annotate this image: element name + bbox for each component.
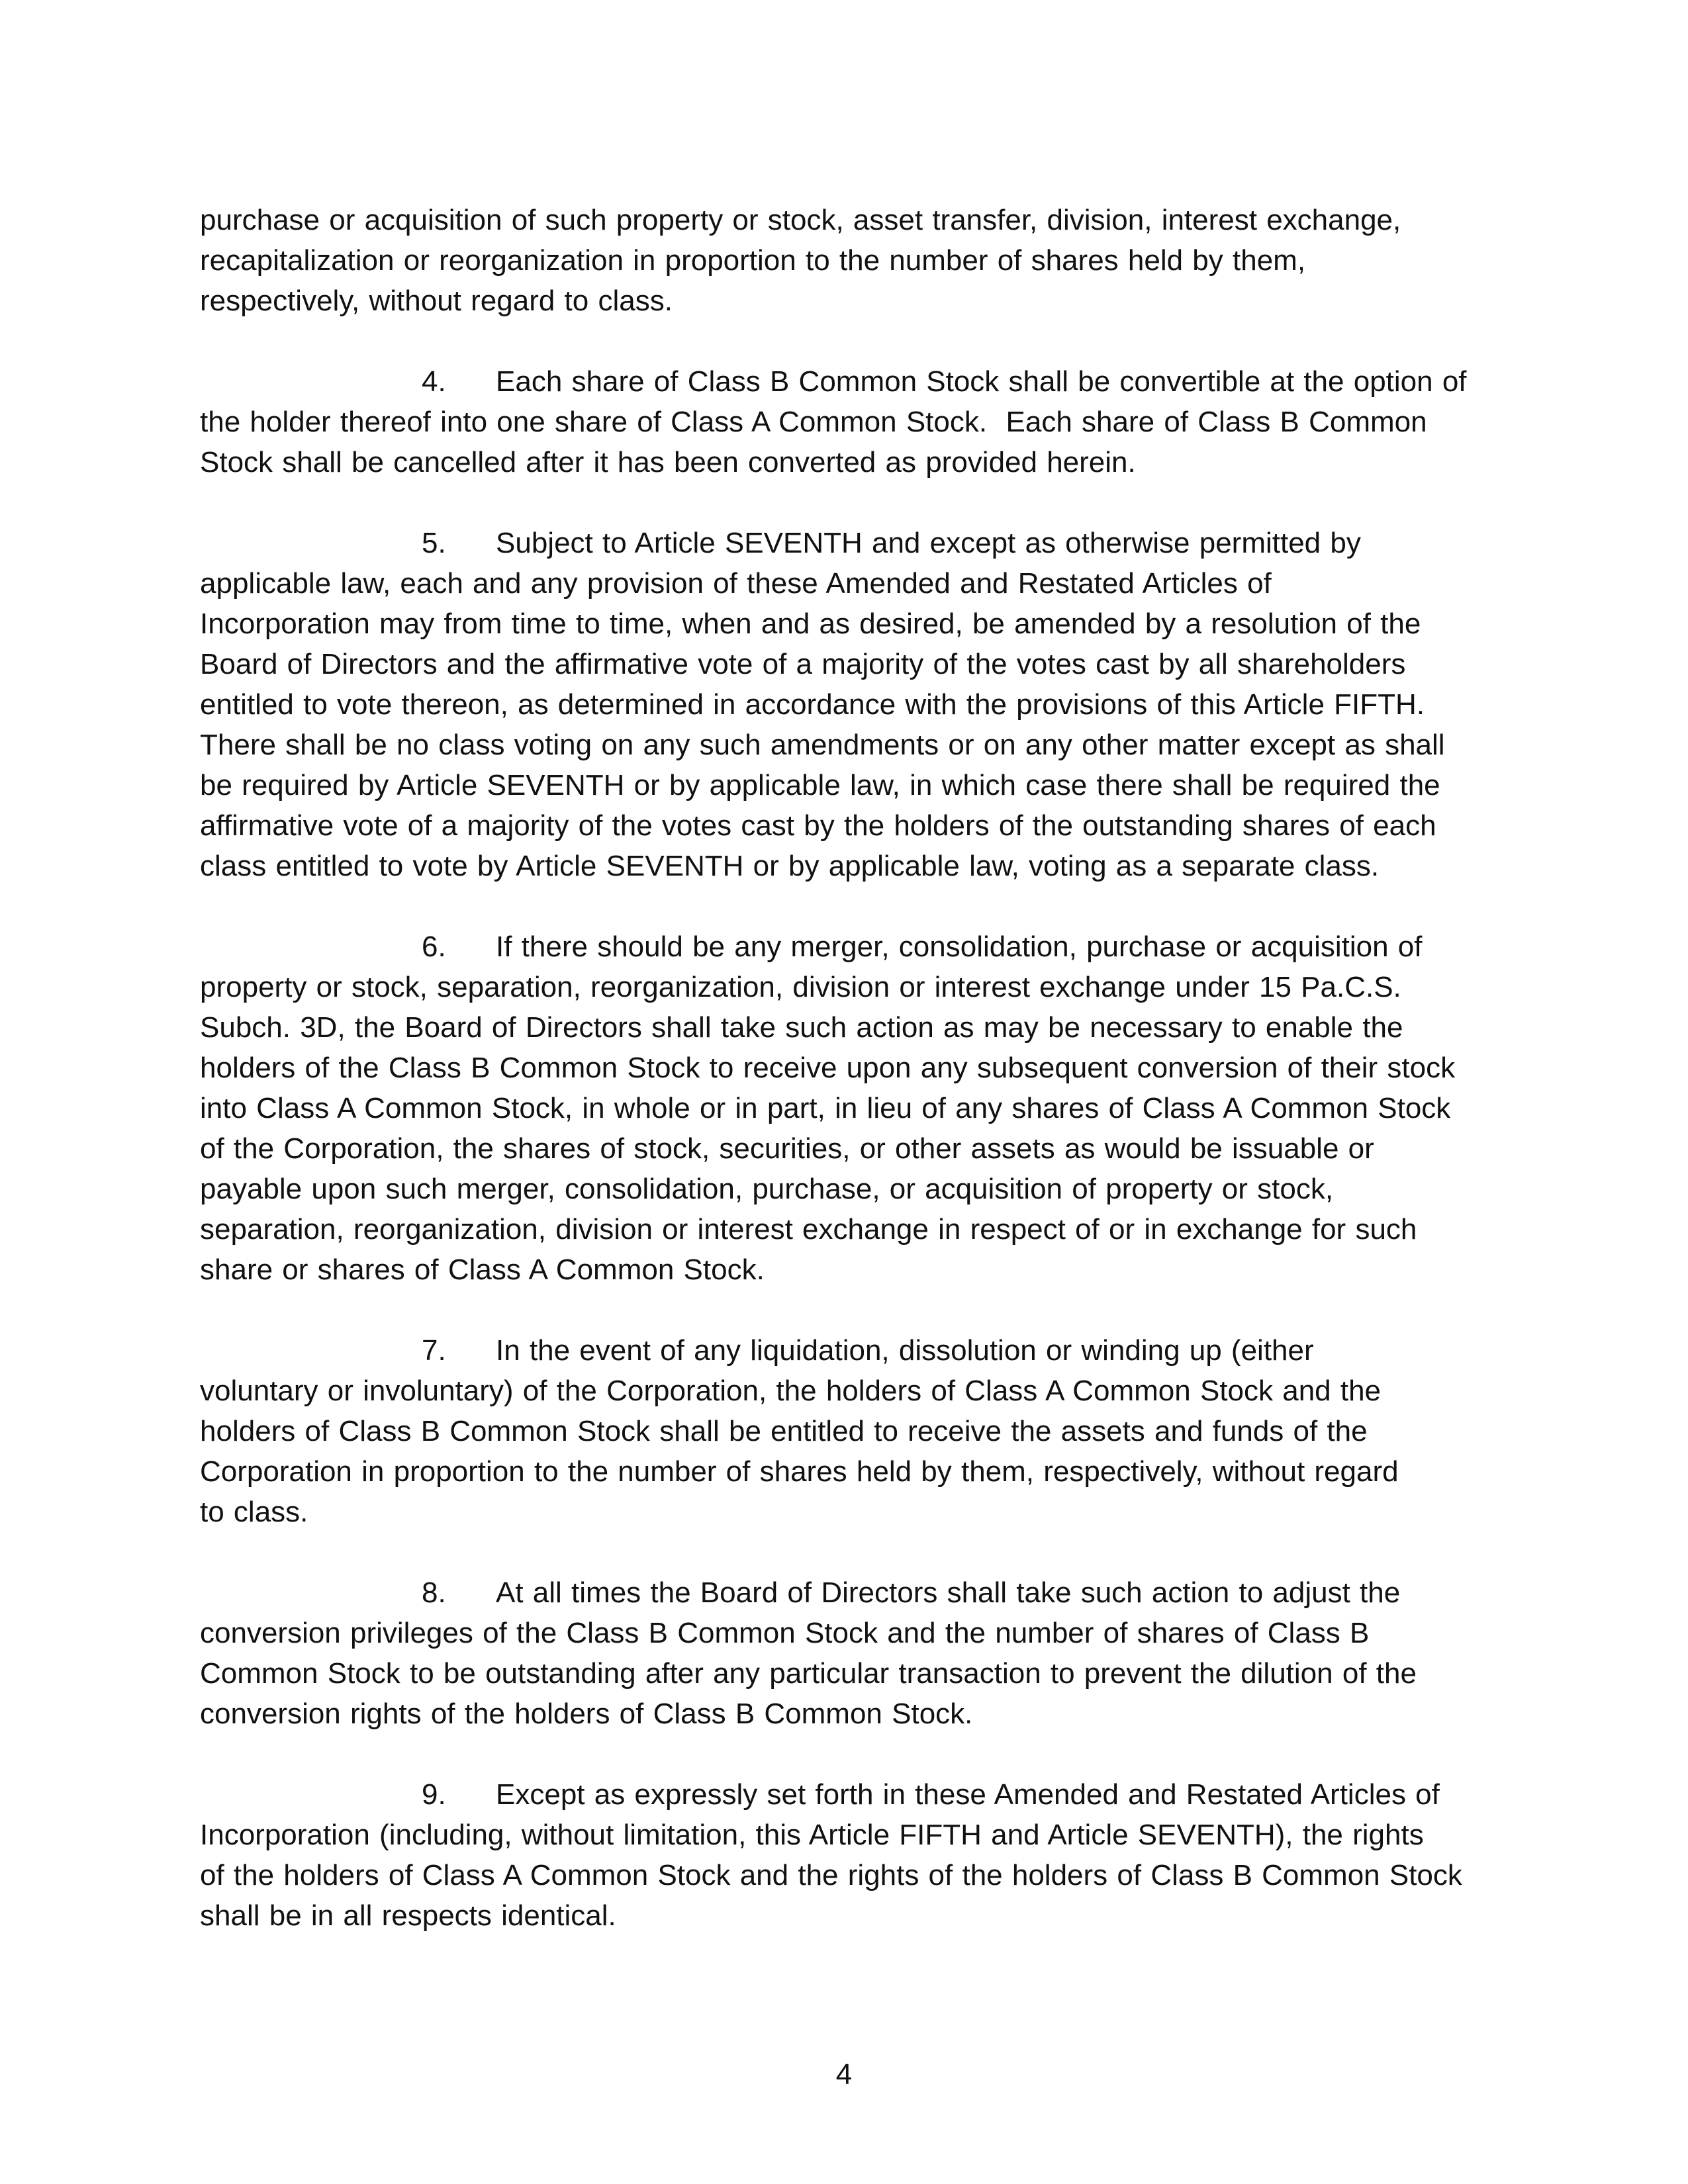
text-line: shall be in all respects identical. — [200, 1899, 616, 1932]
text-line: At all times the Board of Directors shall take such action to adjust the — [496, 1576, 1401, 1609]
paragraph-continuation — [200, 200, 1497, 321]
text-line: There shall be no class voting on any such amendments or on any other matter except as shall — [200, 729, 1445, 761]
text-line: the holder thereof into one share of Class A Common Stock. Each share of Class B Common — [200, 406, 1427, 438]
paragraph-9 — [200, 1774, 1497, 1936]
first-line — [200, 361, 1497, 402]
text-line: If there should be any merger, consolidation, purchase or acquisition of — [496, 931, 1423, 963]
text-line: voluntary or involuntary) of the Corporation, the holders of Class A Common Stock and the — [200, 1375, 1382, 1407]
text-line: Incorporation (including, without limitation, this Article FIFTH and Article SEVENTH), the rights — [200, 1819, 1424, 1851]
paragraph-number: 4. — [422, 365, 446, 398]
text-line: Stock shall be cancelled after it has been converted as provided herein. — [200, 446, 1136, 478]
text-line: affirmative vote of a majority of the votes cast by the holders of the outstanding shares of each — [200, 809, 1436, 842]
text-line: of the holders of Class A Common Stock and the rights of the holders of Class B Common Stock — [200, 1859, 1462, 1891]
text-line: conversion privileges of the Class B Common Stock and the number of shares of Class B — [200, 1617, 1370, 1649]
text-line: separation, reorganization, division or interest exchange in respect of or in exchange for such — [200, 1213, 1417, 1246]
text-line: into Class A Common Stock, in whole or in part, in lieu of any shares of Class A Common Stock — [200, 1092, 1451, 1124]
text-line: respectively, without regard to class. — [200, 285, 673, 317]
text-line: Subch. 3D, the Board of Directors shall take such action as may be necessary to enable the — [200, 1011, 1403, 1044]
text-line: Common Stock to be outstanding after any particular transaction to prevent the dilution of the — [200, 1657, 1417, 1690]
text-line: payable upon such merger, consolidation, purchase, or acquisition of property or stock, — [200, 1173, 1334, 1205]
document-body — [200, 200, 1497, 1976]
first-line — [200, 1774, 1497, 1815]
paragraph-number: 9. — [422, 1778, 446, 1811]
text-line: property or stock, separation, reorganization, division or interest exchange under 15 Pa.C.S. — [200, 971, 1401, 1003]
text-line: holders of the Class B Common Stock to receive upon any subsequent conversion of their stock — [200, 1052, 1456, 1084]
text-line: Incorporation may from time to time, when and as desired, be amended by a resolution of the — [200, 608, 1421, 640]
paragraph-number: 5. — [422, 527, 446, 559]
text-line: entitled to vote thereon, as determined in accordance with the provisions of this Article FIFTH. — [200, 688, 1425, 721]
text-line: be required by Article SEVENTH or by applicable law, in which case there shall be required the — [200, 769, 1440, 801]
paragraph-7 — [200, 1330, 1497, 1532]
text-line: to class. — [200, 1496, 308, 1528]
first-line — [200, 1572, 1497, 1613]
text-line: recapitalization or reorganization in proportion to the number of shares held by them, — [200, 244, 1306, 277]
text-line: Corporation in proportion to the number of shares held by them, respectively, without regard — [200, 1455, 1399, 1488]
text-line: share or shares of Class A Common Stock. — [200, 1253, 765, 1286]
first-line — [200, 927, 1497, 967]
text-line: of the Corporation, the shares of stock, securities, or other assets as would be issuable or — [200, 1132, 1374, 1165]
text-line: Except as expressly set forth in these Amended and Restated Articles of — [496, 1778, 1440, 1811]
text-line: applicable law, each and any provision of these Amended and Restated Articles of — [200, 567, 1272, 600]
text-line: conversion rights of the holders of Class B Common Stock. — [200, 1698, 973, 1730]
paragraph-4 — [200, 361, 1497, 482]
first-line — [200, 1330, 1497, 1371]
text-line: Subject to Article SEVENTH and except as otherwise permitted by — [496, 527, 1361, 559]
page-number: 4 — [835, 2058, 853, 2091]
text-line: In the event of any liquidation, dissolution or winding up (either — [496, 1334, 1314, 1367]
text-line: class entitled to vote by Article SEVENTH or by applicable law, voting as a separate class. — [200, 850, 1380, 882]
paragraph-6 — [200, 927, 1497, 1290]
paragraph-number: 7. — [422, 1334, 446, 1367]
text-line: purchase or acquisition of such property or stock, asset transfer, division, interest exchange, — [200, 204, 1401, 236]
first-line — [200, 523, 1497, 563]
paragraph-5 — [200, 523, 1497, 886]
text-line: Each share of Class B Common Stock shall be convertible at the option of — [496, 365, 1467, 398]
paragraph-number: 6. — [422, 931, 446, 963]
paragraph-8 — [200, 1572, 1497, 1734]
paragraph-number: 8. — [422, 1576, 446, 1609]
text-line: Board of Directors and the affirmative vote of a majority of the votes cast by all shareholders — [200, 648, 1406, 680]
text-line: holders of Class B Common Stock shall be entitled to receive the assets and funds of the — [200, 1415, 1368, 1447]
